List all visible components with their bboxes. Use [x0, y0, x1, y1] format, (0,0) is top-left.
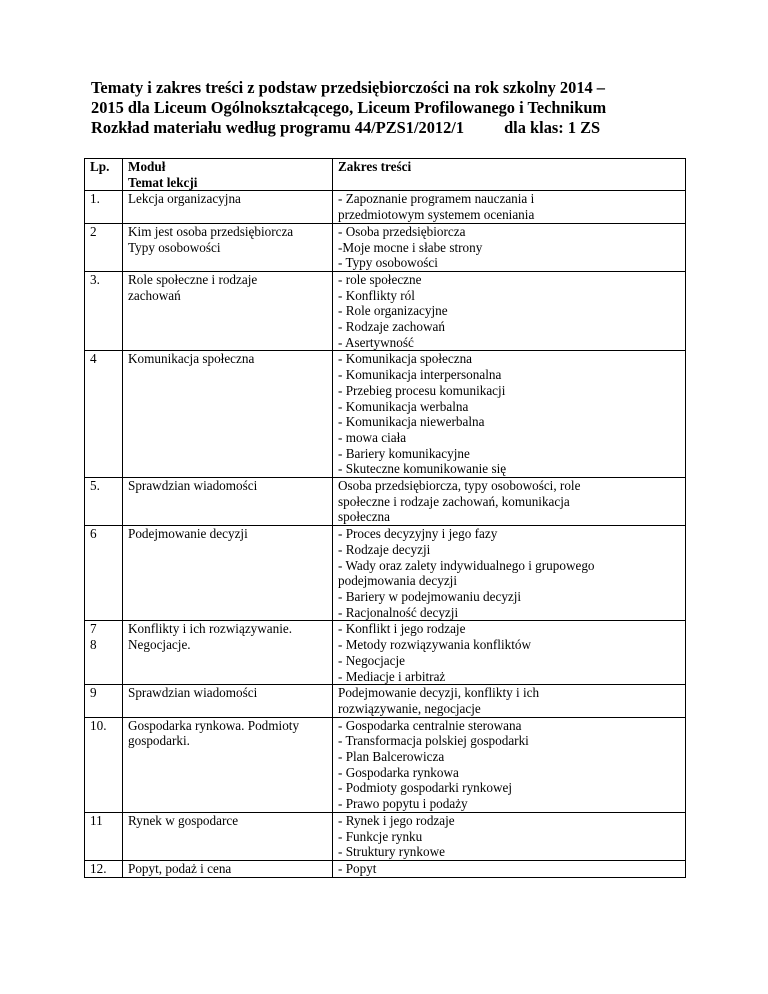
row-number-line: 2: [90, 223, 97, 239]
content-scope-line: - Negocjacje: [338, 652, 405, 668]
lesson-topic-line: Konflikty i ich rozwiązywanie.: [128, 621, 293, 637]
content-scope-line: - Popyt: [338, 860, 377, 876]
row-number-line: 9: [90, 685, 97, 701]
row-number: [85, 860, 123, 877]
content-scope-line: - Funkcje rynku: [338, 828, 423, 844]
row-number: [85, 717, 123, 812]
content-scope: [333, 717, 686, 812]
table-body: [85, 191, 686, 877]
content-scope-line: przedmiotowym systemem oceniania: [338, 207, 535, 223]
content-scope-line: - Asertywność: [338, 334, 414, 350]
header-modul: [123, 159, 333, 191]
row-number-line: 6: [90, 526, 97, 542]
content-scope-line: - Plan Balcerowicza: [338, 749, 445, 765]
content-scope: [333, 621, 686, 685]
content-scope-line: - Rodzaje decyzji: [338, 541, 431, 557]
table-row: [85, 526, 686, 621]
lesson-topic: [123, 717, 333, 812]
row-number-line: 12.: [90, 860, 107, 876]
lesson-topic: [123, 621, 333, 685]
lesson-topic: [123, 812, 333, 860]
content-scope-line: społeczna: [338, 509, 390, 525]
content-scope-line: - Zapoznanie programem nauczania i: [338, 191, 535, 207]
table-header-row: [85, 159, 686, 191]
lesson-topic-line: Podejmowanie decyzji: [128, 526, 248, 542]
row-number: [85, 223, 123, 271]
row-number: [85, 812, 123, 860]
content-scope-line: - Konflikt i jego rodzaje: [338, 621, 466, 637]
table-row: [85, 717, 686, 812]
content-scope-line: społeczne i rodzaje zachowań, komunikacja: [338, 493, 570, 509]
content-scope-line: Podejmowanie decyzji, konflikty i ich: [338, 685, 540, 701]
content-scope-line: - Konflikty ról: [338, 287, 415, 303]
lesson-topic: [123, 685, 333, 717]
lesson-topic-line: Negocjacje.: [128, 637, 191, 653]
lesson-topic: [123, 860, 333, 877]
table-row: [85, 812, 686, 860]
header-modul-label: Moduł: [128, 159, 166, 174]
content-scope-line: - Prawo popytu i podaży: [338, 796, 468, 812]
table-row: [85, 621, 686, 685]
content-scope-line: - Metody rozwiązywania konfliktów: [338, 637, 531, 653]
content-scope-line: Osoba przedsiębiorcza, typy osobowości, role: [338, 478, 581, 494]
table-row: [85, 223, 686, 271]
content-scope-line: - Mediacje i arbitraż: [338, 668, 446, 684]
row-number-line: 4: [90, 351, 97, 367]
content-scope-line: - Transformacja polskiej gospodarki: [338, 733, 529, 749]
content-scope: [333, 191, 686, 223]
content-scope-line: - Bariery komunikacyjne: [338, 445, 470, 461]
lesson-topic-line: Typy osobowości: [128, 239, 221, 255]
content-scope: [333, 351, 686, 478]
row-number: [85, 191, 123, 223]
header-zakres: Zakres treści: [333, 159, 686, 191]
class-label: dla klas: 1 ZS: [504, 118, 601, 137]
header-lp: Lp.: [85, 159, 123, 191]
document-heading: [91, 78, 691, 138]
content-scope: [333, 478, 686, 526]
content-scope-line: - Gospodarka rynkowa: [338, 764, 459, 780]
content-scope-line: - Wady oraz zalety indywidualnego i grupowego: [338, 557, 595, 573]
content-scope-line: - Komunikacja społeczna: [338, 351, 473, 367]
table-row: [85, 478, 686, 526]
table-row: [85, 271, 686, 351]
content-scope-line: - Osoba przedsiębiorcza: [338, 223, 466, 239]
row-number: [85, 526, 123, 621]
content-scope-line: - role społeczne: [338, 271, 422, 287]
lesson-topic: [123, 478, 333, 526]
content-scope-line: - Bariery w podejmowaniu decyzji: [338, 588, 522, 604]
row-number-line: 10.: [90, 717, 107, 733]
lesson-topic: [123, 526, 333, 621]
content-scope-line: - Racjonalność decyzji: [338, 604, 459, 620]
table-row: [85, 860, 686, 877]
content-scope-line: - Komunikacja werbalna: [338, 398, 469, 414]
content-scope: [333, 685, 686, 717]
lesson-topic-line: Kim jest osoba przedsiębiorcza: [128, 223, 294, 239]
row-number-line: 7: [90, 621, 97, 637]
lesson-topic-line: Gospodarka rynkowa. Podmioty: [128, 717, 300, 733]
content-scope: [333, 271, 686, 351]
heading-line-1: Tematy i zakres treści z podstaw przedsiębiorczości na rok szkolny 2014 –: [91, 78, 606, 97]
lesson-topic-line: gospodarki.: [128, 733, 190, 749]
row-number: [85, 351, 123, 478]
row-number: [85, 685, 123, 717]
content-scope-line: - Podmioty gospodarki rynkowej: [338, 780, 512, 796]
content-scope-line: - Proces decyzyjny i jego fazy: [338, 526, 498, 542]
content-scope-line: - Rynek i jego rodzaje: [338, 812, 455, 828]
lesson-topic-line: Sprawdzian wiadomości: [128, 685, 258, 701]
row-number-line: 3.: [90, 271, 100, 287]
row-number-line: 11: [90, 812, 103, 828]
lesson-topic-line: Role społeczne i rodzaje: [128, 271, 258, 287]
content-scope: [333, 223, 686, 271]
heading-line-3: [91, 118, 691, 138]
row-number-line: 1.: [90, 191, 100, 207]
lesson-topic: [123, 351, 333, 478]
content-scope: [333, 860, 686, 877]
lesson-topic-line: Popyt, podaż i cena: [128, 860, 232, 876]
content-scope-line: - Gospodarka centralnie sterowana: [338, 717, 522, 733]
table-row: [85, 191, 686, 223]
content-scope-line: - Komunikacja niewerbalna: [338, 414, 485, 430]
row-number-line: 5.: [90, 478, 100, 494]
content-scope: [333, 526, 686, 621]
content-scope-line: - Role organizacyjne: [338, 303, 448, 319]
lesson-topic: [123, 271, 333, 351]
content-scope-line: - Komunikacja interpersonalna: [338, 367, 502, 383]
header-temat-label: Temat lekcji: [128, 174, 198, 190]
heading-line-2: 2015 dla Liceum Ogólnokształcącego, Liceum Profilowanego i Technikum: [91, 98, 607, 117]
syllabus-table: [84, 158, 686, 878]
row-number: [85, 271, 123, 351]
table-row: [85, 351, 686, 478]
lesson-topic-line: Lekcja organizacyjna: [128, 191, 241, 207]
content-scope-line: podejmowania decyzji: [338, 573, 458, 589]
row-number: [85, 621, 123, 685]
lesson-topic-line: Sprawdzian wiadomości: [128, 478, 258, 494]
lesson-topic-line: Rynek w gospodarce: [128, 812, 239, 828]
lesson-topic-line: zachowań: [128, 287, 181, 303]
content-scope-line: rozwiązywanie, negocjacje: [338, 700, 481, 716]
content-scope-line: - mowa ciała: [338, 429, 407, 445]
content-scope-line: - Skuteczne komunikowanie się: [338, 461, 507, 477]
row-number-line: 8: [90, 637, 97, 653]
content-scope-line: -Moje mocne i słabe strony: [338, 239, 483, 255]
lesson-topic: [123, 223, 333, 271]
program-reference: Rozkład materiału według programu 44/PZS1/2012/1: [91, 118, 465, 137]
table-row: [85, 685, 686, 717]
row-number: [85, 478, 123, 526]
content-scope-line: - Rodzaje zachowań: [338, 319, 445, 335]
lesson-topic: [123, 191, 333, 223]
lesson-topic-line: Komunikacja społeczna: [128, 351, 255, 367]
content-scope-line: - Przebieg procesu komunikacji: [338, 382, 506, 398]
content-scope: [333, 812, 686, 860]
content-scope-line: - Struktury rynkowe: [338, 844, 445, 860]
content-scope-line: - Typy osobowości: [338, 255, 438, 271]
